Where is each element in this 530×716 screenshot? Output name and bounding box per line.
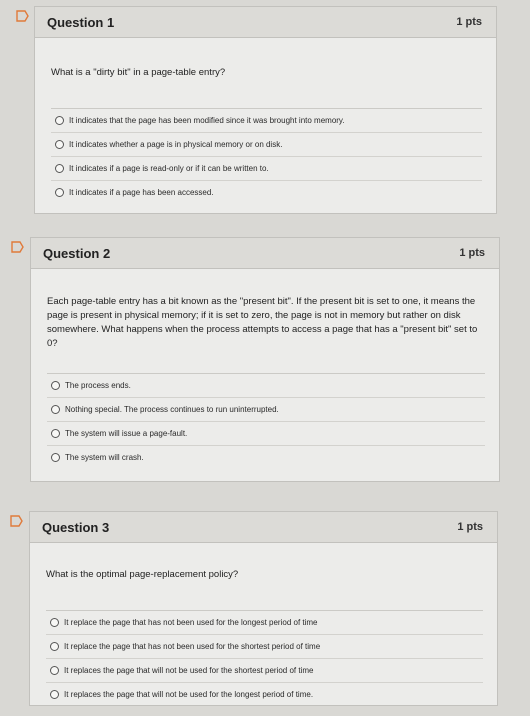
question-prompt: What is a "dirty bit" in a page-table entry?: [51, 67, 226, 78]
radio-button-icon[interactable]: [55, 188, 64, 197]
flag-question-1-icon[interactable]: [16, 10, 30, 22]
radio-button-icon[interactable]: [50, 642, 59, 651]
question-body-3: [30, 543, 497, 716]
answer-option[interactable]: [46, 611, 483, 635]
flag-question-3-icon[interactable]: [10, 515, 24, 527]
answer-list: [46, 610, 483, 706]
answer-text: It replaces the page that will not be used for the longest period of time.: [64, 690, 314, 699]
answer-option[interactable]: [46, 659, 483, 683]
answer-option[interactable]: [51, 133, 482, 157]
question-card-2: [30, 237, 500, 482]
answer-option[interactable]: [47, 422, 485, 446]
question-points: 1 pts: [459, 247, 485, 259]
answer-text: The system will crash.: [65, 453, 144, 462]
question-title: Question 1: [47, 14, 115, 30]
answer-option[interactable]: [51, 181, 482, 204]
answer-text: It indicates whether a page is in physical memory or on disk.: [69, 140, 283, 149]
question-header-3: [30, 512, 497, 543]
answer-option[interactable]: [47, 398, 485, 422]
radio-button-icon[interactable]: [50, 690, 59, 699]
question-card-1: [34, 6, 497, 214]
question-points: 1 pts: [456, 16, 482, 28]
answer-option[interactable]: [51, 157, 482, 181]
flag-question-2-icon[interactable]: [11, 241, 25, 253]
radio-button-icon[interactable]: [50, 666, 59, 675]
question-title: Question 3: [42, 519, 110, 535]
radio-button-icon[interactable]: [51, 429, 60, 438]
radio-button-icon[interactable]: [50, 618, 59, 627]
question-header-1: [35, 7, 496, 38]
answer-option[interactable]: [51, 109, 482, 133]
answer-text: The process ends.: [65, 381, 131, 390]
question-body-2: [31, 269, 499, 479]
answer-list: [51, 108, 482, 204]
answer-text: It indicates that the page has been modified since it was brought into memory.: [69, 116, 345, 125]
question-title: Question 2: [43, 245, 111, 261]
question-body-1: [35, 38, 496, 214]
radio-button-icon[interactable]: [51, 453, 60, 462]
answer-option[interactable]: [46, 683, 483, 706]
radio-button-icon[interactable]: [51, 381, 60, 390]
question-prompt: What is the optimal page-replacement policy?: [46, 569, 239, 580]
question-points: 1 pts: [457, 521, 483, 533]
answer-text: It indicates if a page has been accessed.: [69, 188, 214, 197]
question-header-2: [31, 238, 499, 269]
question-card-3: [29, 511, 498, 706]
answer-text: It replace the page that has not been used for the longest period of time: [64, 618, 318, 627]
answer-text: It indicates if a page is read-only or if it can be written to.: [69, 164, 269, 173]
radio-button-icon[interactable]: [51, 405, 60, 414]
answer-text: The system will issue a page-fault.: [65, 429, 188, 438]
question-prompt: Each page-table entry has a bit known as the "present bit". If the present bit is set to one, it means the page is present in physical memory; if it is set to zero, the page is not in memory but rather on disk somewhere. What happens when the process attempts to access a page that has a "present bit" set to 0?: [47, 296, 478, 349]
answer-list: [47, 373, 485, 469]
answer-option[interactable]: [46, 635, 483, 659]
radio-button-icon[interactable]: [55, 140, 64, 149]
answer-option[interactable]: [47, 446, 485, 469]
radio-button-icon[interactable]: [55, 164, 64, 173]
answer-text: It replaces the page that will not be used for the shortest period of time: [64, 666, 314, 675]
answer-text: It replace the page that has not been used for the shortest period of time: [64, 642, 321, 651]
radio-button-icon[interactable]: [55, 116, 64, 125]
answer-text: Nothing special. The process continues to run uninterrupted.: [65, 405, 279, 414]
answer-option[interactable]: [47, 374, 485, 398]
